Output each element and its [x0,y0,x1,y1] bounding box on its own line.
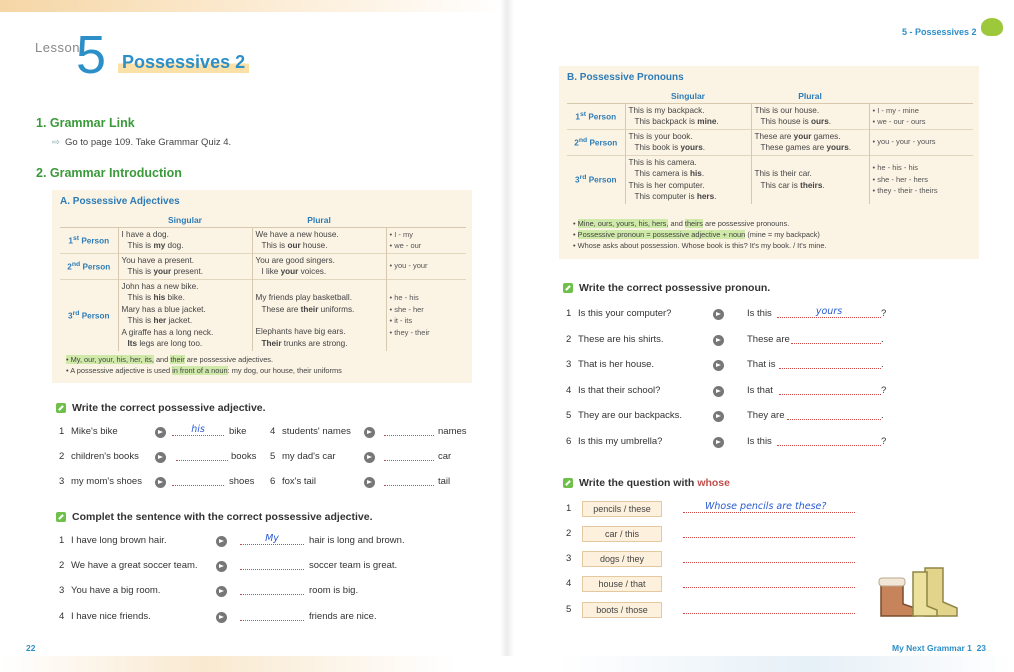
top-decoration [0,0,507,12]
answer-blank[interactable] [683,551,855,563]
book-title: My Next Grammar 1 [892,643,972,653]
col-plural: Plural [751,90,869,103]
page-number-left: 22 [26,643,36,653]
list-item: 5 my dad's car [270,451,336,462]
list-item: 3 You have a big room. [59,585,161,596]
hint-box: dogs / they [582,551,662,567]
arrow-icon [713,411,724,422]
answer-blank[interactable] [683,602,855,614]
book-gutter [500,0,514,672]
arrow-icon [216,586,227,597]
answer-blank[interactable]: yours [777,306,881,318]
arrow-icon [713,335,724,346]
arrow-icon [216,561,227,572]
arrow-icon [216,612,227,623]
arrow-icon [713,360,724,371]
arrow-icon [216,536,227,547]
box-a-notes: • My, our, your, his, her, its, and their are possessive adjectives. • A possessive adjective is used in front of a noun: my dog, our house, their uniforms [66,355,342,375]
box-a-title: A. Possessive Adjectives [60,196,180,207]
answer-blank[interactable] [240,609,304,621]
footer [892,643,986,653]
table-row: 1st Person This is my backpack. This backpack is mine. This is our house. This house is ours. • I - my - mine • we - our - ours [567,103,973,129]
grammar-link-heading: 1. Grammar Link [36,116,135,130]
answer-blank[interactable] [787,408,881,420]
person-3: 3rd Person [567,155,625,204]
answer-blank[interactable] [240,583,304,595]
arrow-icon [155,477,166,488]
list-item: 5 [566,604,572,615]
person-1: 1st Person [567,103,625,129]
arrow-icon [364,477,375,488]
possessive-pronouns-box [559,66,979,259]
arrow-icon [155,427,166,438]
col-singular: Singular [625,90,751,103]
col-plural: Plural [252,214,386,227]
lesson-word: Lesson [35,40,80,55]
exercise-1-heading: Write the correct possessive adjective. [56,402,266,414]
pencil-icon [56,403,66,413]
answer-blank[interactable] [172,474,224,486]
possessive-adjectives-box [52,190,472,383]
table-row: 1st Person I have a dog. This is my dog. We have a new house. This is our house. • I - my • we - our [60,227,466,253]
grammar-link-text: ⇨ Go to page 109. Take Grammar Quiz 4. [52,137,232,148]
box-b-notes: • Mine, ours, yours, his, hers, and theirs are possessive pronouns. • Possessive pronoun = possessive adjective + noun (mine = my backpack) • Whose asks about possession. Whose book is this? It's my book. / It's mine. [573,219,827,250]
bird-mascot-icon [981,18,1003,36]
hint-box: boots / those [582,602,662,618]
list-item: 2 children's books [59,451,139,462]
list-item: 4 students' names [270,426,351,437]
list-item: 5 They are our backpacks. [566,410,683,421]
exercise-4-heading: Write the question with whose [563,477,730,489]
list-item: 1 Mike's bike [59,426,118,437]
exercise-3-heading: Write the correct possessive pronoun. [563,282,770,294]
list-item: 4 I have nice friends. [59,611,151,622]
answer-blank[interactable]: Whose pencils are these? [683,501,855,513]
answer-blank[interactable]: his [172,424,224,436]
arrow-icon [713,309,724,320]
col-singular: Singular [118,214,252,227]
arrow-icon [364,427,375,438]
person-2: 2nd Person [60,253,118,279]
possessive-pronouns-table [567,90,973,204]
boots-illustration [873,562,963,618]
table-row: 2nd Person You have a present. This is your present. You are good singers. I like your voices. • you - your [60,253,466,279]
table-row: 3rd Person This is his camera. This camera is his. This is her computer. This computer is hers. This is their car. This car is theirs. • he - his - his • she - her - hers • they - their - theirs [567,155,973,204]
grammar-intro-heading: 2. Grammar Introduction [36,166,182,180]
possessive-adjectives-table [60,214,466,351]
answer-blank[interactable] [777,434,881,446]
pencil-icon [563,283,573,293]
pencil-icon [56,512,66,522]
person-2: 2nd Person [567,129,625,155]
arrow-icon [713,437,724,448]
list-item: 2 We have a great soccer team. [59,560,198,571]
answer-blank[interactable] [176,449,228,461]
list-item: 4 Is that their school? [566,385,661,396]
answer-blank[interactable] [779,383,881,395]
answer-blank[interactable] [384,424,434,436]
hint-box: car / this [582,526,662,542]
exercise-2-heading: Complet the sentence with the correct possessive adjective. [56,511,373,523]
list-item: 2 These are his shirts. [566,334,664,345]
hint-box: house / that [582,576,662,592]
person-3: 3rd Person [60,279,118,351]
hint-box: pencils / these [582,501,662,517]
list-item: 4 [566,578,572,589]
list-item: 6 Is this my umbrella? [566,436,663,447]
answer-blank[interactable] [384,449,434,461]
box-b-title: B. Possessive Pronouns [567,72,684,83]
lesson-title: Possessives 2 [118,52,249,73]
left-page: Lesson 5 Possessives 2 1. Grammar Link ⇨ Go to page 109. Take Grammar Quiz 4. 2. Grammar Introduction A. Possessive Adjectives Singular Plural 1st Person I have a dog. This is my dog. We have a new house. This is our house. • I - my • we - our 2nd Person You have a present. This is your present. You are good singers. I like your voices. • you - your 3rd Person John has a new bike. This is his bike. Mary has a blue jacket. This is her jacket. A giraffe has a long neck. Its legs are long too. My friends play basketball. These are their uniforms. Elephants have big ears. Their trunks are strong. • he - his • she - her • it - its • they - their • My, our, your, his, her, its, and their are possessive adjectives. • A possessive adjective is used in front of a noun: my dog, our house, their uniforms Write the correct possessive adjective. 1 Mike's bike his bike 2 children's books books 3 my mom's shoes shoes 4 students' names names 5 my dad's car car 6 fox's tail tail Complet the sentence with the correct possessive adjective. 1 I have long brown hair. My hair is long and brown. 2 We have a great soccer team. soccer team is great. 3 You have a big room. room is big. 4 I have nice friends. friends are nice. 22 [0,0,507,672]
list-item: 1 Is this your computer? [566,308,672,319]
list-item: 6 fox's tail [270,476,317,487]
list-item: 3 my mom's shoes [59,476,142,487]
arrow-icon [155,452,166,463]
page-number-right: 23 [976,643,987,653]
arrow-icon [364,452,375,463]
arrow-right-icon: ⇨ [52,137,60,148]
lesson-number: 5 [76,25,107,85]
running-header: 5 - Possessives 2 [902,27,977,37]
table-row: 2nd Person This is your book. This book is yours. These are your games. These games are yours. • you - your - yours [567,129,973,155]
bottom-decoration [0,656,1014,672]
answer-blank[interactable] [791,332,881,344]
person-1: 1st Person [60,227,118,253]
list-item: 2 [566,528,572,539]
answer-blank[interactable] [384,474,434,486]
answer-blank[interactable] [683,526,855,538]
answer-blank[interactable] [779,357,881,369]
table-row: 3rd Person John has a new bike. This is his bike. Mary has a blue jacket. This is her jacket. A giraffe has a long neck. Its legs are long too. My friends play basketball. These are their uniforms. Elephants have big ears. Their trunks are strong. • he - his • she - her • it - its • they - their [60,279,466,351]
answer-blank[interactable] [683,576,855,588]
list-item: 1 [566,503,572,514]
answer-blank[interactable] [240,558,304,570]
list-item: 3 [566,553,572,564]
answer-blank[interactable]: My [240,533,304,545]
pencil-icon [563,478,573,488]
right-page: 5 - Possessives 2 B. Possessive Pronouns Singular Plural 1st Person This is my backpack. This backpack is mine. This is our house. This house is ours. • I - my - mine • we - our - ours 2nd Person This is your book. This book is yours. These are your games. These games are yours. • you - your - yours 3rd Person This is his camera. This camera is his. This is her computer. This computer is hers. This is their car. This car is theirs. • he - his - his • she - her - hers • they - their - theirs • Mine, ours, yours, his, hers, and theirs are possessive pronouns. • Possessive pronoun = possessive adjective + noun (mine = my backpack) • Whose asks about possession. Whose book is this? It's my book. / It's mine. Write the correct possessive pronoun. 1 Is this your computer? Is this yours ? 2 These are his shirts. These are . 3 That is her house. That is . 4 Is that their school? Is that ? 5 They are our backpacks. They are . 6 Is this my umbrella? Is this ? Write the question with whose 1 pencils / these Whose pencils are these? 2 car / this 3 dogs / they 4 house / that 5 boots / those My Next Grammar 1 23 [507,0,1014,672]
list-item: 1 I have long brown hair. [59,535,167,546]
arrow-icon [713,386,724,397]
list-item: 3 That is her house. [566,359,655,370]
